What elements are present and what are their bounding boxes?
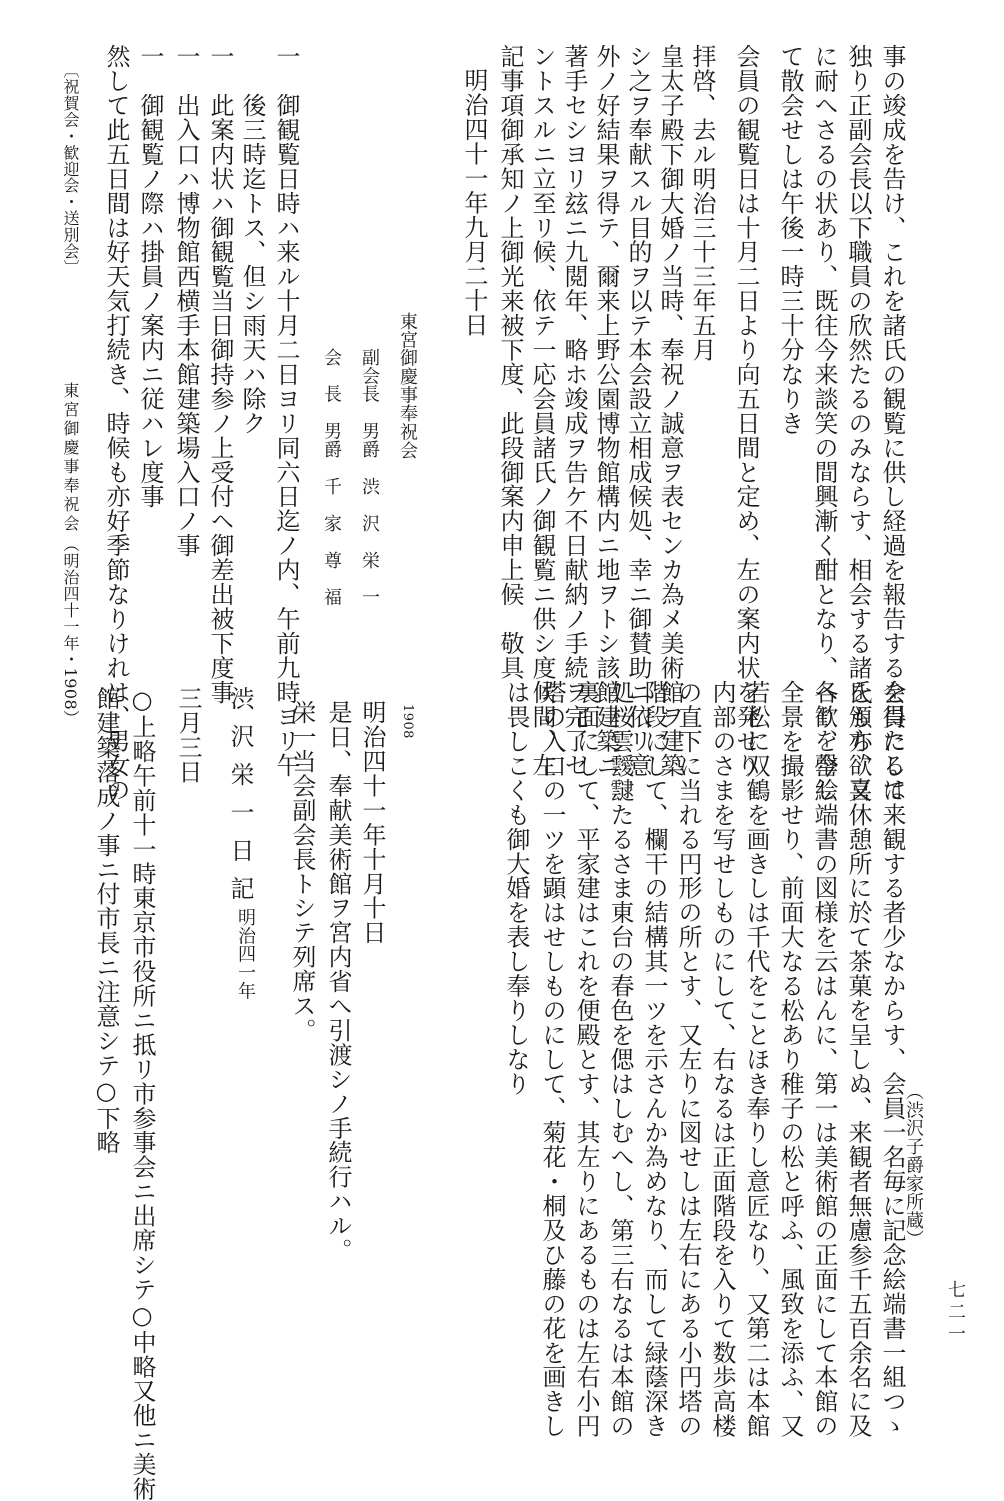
diary-year: 明治四一年	[235, 908, 256, 1001]
lower-narrative-line-7: の直下に当れる円形の所とす、又左りに図せしは左右にある小円塔の	[674, 680, 702, 1438]
diary-line-1: ○上略午前十一時東京市役所ニ抵リ市参事会ニ出席シテ○中略又他ニ美術	[128, 686, 156, 1501]
lower-narrative-line-2: を頒ち、又休憩所に於て茶菓を呈しぬ、来観者無慮参千五百余名に及	[844, 680, 872, 1438]
diary-date: 三月三日	[174, 686, 202, 784]
signature-vice-president: 副会長 男爵 渋 沢 栄 一	[359, 348, 380, 607]
header-year: （明治四十一年・1908）	[61, 536, 80, 727]
lower-narrative-line-11: 塔の入口の一ツを顕はせしものにして、菊花・桐及ひ藤の花を画きし	[538, 680, 566, 1438]
header-organization: 東宮御慶事奉祝会	[61, 382, 80, 534]
letter-date: 明治四十一年九月二十日	[460, 68, 488, 337]
lower-narrative-line-8: 階段にして、欄干の結構其一ツを示さんか為めなり、而して緑蔭深き	[640, 680, 668, 1438]
letter-line-4: 外ノ好結果ヲ得テ、爾来上野公園博物館構内ニ地ヲトシ該館建築ニ	[592, 44, 620, 778]
narrative-line-1: 事の竣成を告け、これを諸氏の観覧に供し経過を報告するを得たるは	[878, 44, 906, 802]
page-number: 七二一	[945, 1280, 966, 1346]
narrative-line-5: 会員の観覧日は十月二日より向五日間と定め、左の案内状を発せり	[732, 44, 760, 778]
item-line-5: 一 御観覧ノ際ハ掛員ノ案内ニ従ハレ度事	[136, 44, 164, 509]
entry-date: 明治四十一年十月十日	[358, 700, 386, 945]
closing-line-1: 然して此五日間は好天気打続き、時候も亦好季節なりけれは、男女の	[102, 44, 130, 802]
letter-line-5: 著手セシヨリ玆ニ九閲年、略ホ竣成ヲ告ケ不日献納ノ手続ヲ完了セ	[560, 44, 588, 778]
year-marker: 1908	[400, 704, 415, 739]
lower-narrative-line-4: 全景を撮影せり、前面大なる松あり稚子の松と呼ふ、風致を添ふ、又	[776, 680, 804, 1438]
header-category: 〔祝賀会・歓迎会・送別会〕	[61, 62, 80, 276]
narrative-line-4: て散会せしは午後一時三十分なりき	[776, 44, 804, 436]
lower-narrative-line-10: 裏面にして、平家建はこれを便殿とす、其左りにあるものは左右小円	[572, 680, 600, 1438]
entry-line-2: 栄一当会副会長トシテ列席ス。	[288, 700, 316, 1043]
narrative-line-2: 独り正副会長以下職員の欣然たるのみならす、相会する諸氏も亦欲喜	[844, 44, 872, 802]
lower-narrative-line-9: 処桜雲靉靆たるさま東台の春色を偲はしむへし、第三右なるは本館の	[606, 680, 634, 1438]
diary-line-2: 館建築落成ノ事ニ付市長ニ注意シテ○下略	[92, 686, 120, 1155]
narrative-line-3: に耐へさるの状あり、既往今来談笑の間興漸く酣となり、各歓を罄し	[810, 44, 838, 802]
letter-line-6: ントスルニ立至リ候、依テ一応会員諸氏ノ御観覧ニ供シ度候間、左	[528, 44, 556, 778]
letter-line-2: 皇太子殿下御大婚ノ当時、奉祝ノ誠意ヲ表センカ為メ美術館ヲ建築	[656, 44, 684, 778]
entry-line-1: 是日、奉献美術館ヲ宮内省へ引渡シノ手続行ハル。	[324, 700, 352, 1263]
item-line-1: 一 御観覧日時ハ来ル十月二日ヨリ同六日迄ノ内、午前九時ヨリ午	[272, 44, 300, 778]
signature-president: 会 長 男爵 千 家 尊 福	[321, 348, 342, 607]
lower-narrative-line-3: へり、今絵端書の図様を云はんに、第一は美術館の正面にして本館の	[810, 680, 838, 1438]
lower-narrative-line-5: 若松に双鶴を画きしは千代をことほき奉りし意匠なり、又第二は本館	[742, 680, 770, 1438]
letter-line-7: 記事項御承知ノ上御光来被下度、此段御案内申上候 敬具	[496, 44, 524, 680]
letter-line-3: シ之ヲ奉献スル目的ヲ以テ本会設立相成候処、幸ニ御賛助ニ依リ意	[624, 44, 652, 778]
lower-narrative-line-6: 内部のさまを写せしものにして、右なるは正面階段を入りて数歩高楼	[708, 680, 736, 1438]
item-line-2: 後三時迄トス、但シ雨天ハ除ク	[238, 44, 266, 436]
letter-line-1: 拝啓、去ル明治三十三年五月	[688, 44, 716, 362]
lower-narrative-line-12: は畏しこくも御大婚を表し奉りしなり	[502, 680, 530, 1096]
source-note: （渋沢子爵家所蔵）	[903, 1082, 924, 1249]
lower-narrative-line-1: 会員にして来観する者少なからす、会員一名毎に記念絵端書一組つゝ	[878, 680, 906, 1438]
item-line-3: 一 此案内状ハ御観覧当日御持参ノ上受付ヘ御差出被下度事	[206, 44, 234, 705]
diary-title: 渋沢栄一日記	[226, 686, 254, 914]
item-line-4: 一 出入口ハ博物館西横手本館建築場入口ノ事	[172, 44, 200, 558]
signature-org: 東宮御慶事奉祝会	[397, 312, 418, 460]
